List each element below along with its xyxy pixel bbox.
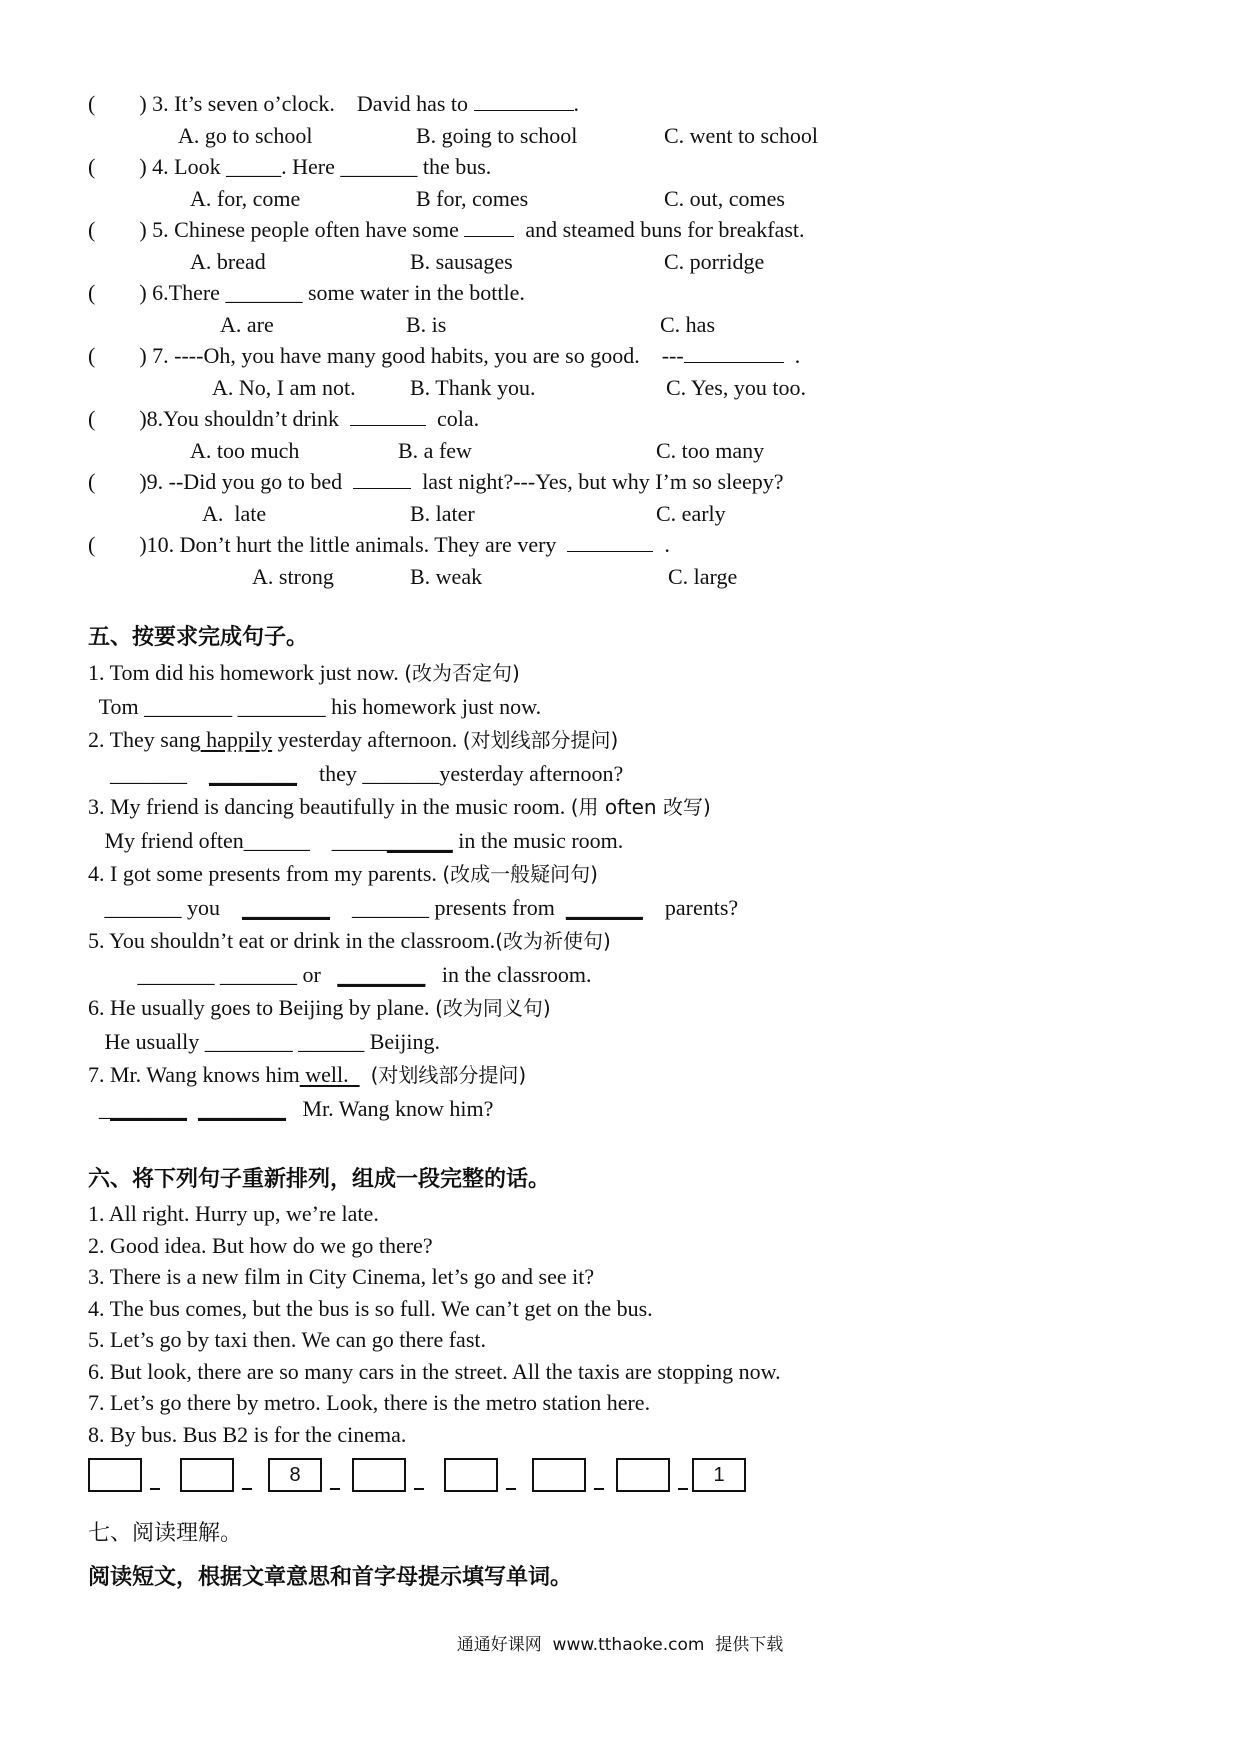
sentence-line: [88, 1092, 1168, 1126]
ordering-sentence: 4. The bus comes, but the bus is so full. We can’t get on the bus.: [88, 1295, 653, 1321]
answer-boxes: [88, 1458, 788, 1492]
sentence-text: _______: [110, 1095, 187, 1121]
question-row: [88, 88, 1168, 120]
option-a: A. late: [202, 500, 267, 526]
sentence-line: [88, 757, 1168, 791]
question-row: [88, 466, 1168, 498]
instruction-text: (对划线部分提问): [370, 1063, 527, 1087]
option-b: B. going to school: [416, 122, 578, 148]
options-row: [88, 498, 1168, 530]
options-row: [88, 246, 1168, 278]
sentence-line: [88, 656, 1168, 690]
option-b: B. is: [406, 311, 447, 337]
sentence-text: _______: [565, 894, 643, 920]
sentence-text: they _______yesterday afternoon?: [297, 760, 624, 786]
sentence-text: _______ you: [88, 894, 242, 920]
instruction-text: (对划线部分提问): [462, 728, 619, 752]
sentence-text: ________: [242, 894, 330, 920]
option-c: C. has: [660, 311, 715, 337]
sentence-line: [88, 958, 1168, 992]
section-7-subtitle: 阅读短文，根据文章意思和首字母提示填写单词。: [88, 1565, 573, 1590]
sentence-text: in the classroom.: [425, 961, 592, 987]
question-text: 10. Don’t hurt the little animals. They are very: [146, 532, 568, 557]
box-separator: [678, 1488, 688, 1490]
instruction-text: (改为否定句): [404, 661, 520, 685]
question-text: 3. It’s seven o’clock. David has to: [146, 91, 474, 116]
sentence-text: in the music room.: [452, 827, 624, 853]
instruction-text: (改为同义句): [435, 996, 551, 1020]
options-row: [88, 309, 1168, 341]
sentence-line: [88, 1058, 1168, 1092]
answer-blank: [353, 468, 411, 489]
sentence-text: happily: [200, 727, 273, 752]
answer-parentheses: ( ): [88, 91, 147, 116]
options-row: [88, 561, 1168, 593]
question-row: [88, 403, 1168, 435]
option-b: B for, comes: [416, 185, 529, 211]
option-b: B. Thank you.: [410, 374, 536, 400]
instruction-text: (用 often 改写): [570, 795, 711, 819]
question-row: [88, 529, 1168, 561]
option-a: A. No, I am not.: [212, 374, 356, 400]
sentence-text: ________: [198, 1095, 286, 1121]
question-text: 9. --Did you go to bed: [146, 469, 354, 494]
sentence-line: [88, 824, 1168, 858]
answer-parentheses: ( ): [88, 154, 147, 179]
option-a: A. go to school: [178, 122, 313, 148]
question-text-tail: cola.: [426, 406, 480, 431]
question-text: 8.You shouldn’t drink: [146, 406, 350, 431]
sentence-text: _: [88, 1095, 110, 1121]
answer-blank: [474, 90, 574, 111]
answer-parentheses: ( ): [88, 280, 147, 305]
question-row: [88, 214, 1168, 246]
box-separator: [506, 1488, 516, 1490]
sentence-text: Tom ________ ________ his homework just now.: [88, 693, 542, 719]
sentence-text: _______ presents from: [330, 894, 566, 920]
sentence-text: yesterday afternoon.: [272, 727, 463, 752]
question-text-tail: last night?---Yes, but why I’m so sleepy?: [411, 469, 784, 494]
ordering-sentence: 5. Let’s go by taxi then. We can go there fast.: [88, 1327, 486, 1352]
sentence-line: [88, 690, 1168, 724]
sentence-text: well.: [299, 1062, 360, 1087]
answer-box: [532, 1458, 586, 1492]
option-c: C. Yes, you too.: [666, 374, 806, 400]
ordering-sentence: 1. All right. Hurry up, we’re late.: [88, 1201, 379, 1226]
option-c: C. too many: [656, 437, 765, 463]
question-text-tail: .: [783, 343, 801, 368]
ordering-sentence: 6. But look, there are so many cars in the street. All the taxis are stopping now.: [88, 1358, 781, 1384]
box-separator: [242, 1488, 252, 1490]
section-7-title: 七、阅读理解。: [88, 1521, 243, 1546]
answer-blank: [464, 216, 514, 237]
sentence-line: [88, 857, 1168, 891]
option-c: C. early: [656, 500, 726, 526]
sentence-text: [187, 1096, 198, 1121]
option-a: A. too much: [190, 437, 300, 463]
options-row: [88, 435, 1168, 467]
option-c: C. porridge: [664, 248, 765, 274]
option-a: A. bread: [190, 248, 266, 274]
box-separator: [150, 1488, 160, 1490]
footer-source: 通通好课网 www.tthaoke.com 提供下载: [456, 1635, 784, 1655]
answer-parentheses: ( ): [88, 217, 147, 242]
box-separator: [594, 1488, 604, 1490]
sentence-text: 4. I got some presents from my parents.: [88, 861, 443, 886]
sentence-text: 6. He usually goes to Beijing by plane.: [88, 995, 436, 1020]
sentence-line: [88, 723, 1168, 757]
answer-box: 8: [268, 1458, 322, 1492]
section-6-title: 六、将下列句子重新排列，组成一段完整的话。: [88, 1167, 551, 1192]
ordering-sentence: 3. There is a new film in City Cinema, let’s go and see it?: [88, 1264, 595, 1289]
sentence-text: ________: [337, 961, 426, 987]
answer-blank: [684, 342, 784, 363]
sentence-transform-section: [88, 656, 1168, 1125]
answer-box: [180, 1458, 234, 1492]
ordering-sentence: 7. Let’s go there by metro. Look, there is the metro station here.: [88, 1390, 651, 1415]
sentence-text: ________: [209, 760, 297, 786]
question-text: 5. Chinese people often have some: [146, 217, 465, 242]
sentence-text: My friend often______ _____: [88, 827, 387, 853]
question-text-tail: .: [573, 91, 580, 116]
sentence-text: He usually ________ ______ Beijing.: [88, 1028, 440, 1054]
sentence-text: ______: [386, 827, 453, 853]
option-a: A. for, come: [190, 185, 301, 211]
ordering-sentence: 8. By bus. Bus B2 is for the cinema.: [88, 1421, 407, 1447]
sentence-line: [88, 1025, 1168, 1059]
option-b: B. sausages: [410, 248, 513, 274]
sentence-text: 5. You shouldn’t eat or drink in the classroom.: [88, 928, 496, 953]
sentence-text: 7. Mr. Wang knows him: [88, 1062, 300, 1087]
question-row: [88, 277, 1168, 309]
sentence-text: parents?: [642, 894, 739, 920]
sentence-line: [88, 891, 1168, 925]
sentence-text: _______ _______ or: [88, 961, 338, 987]
question-text-tail: .: [653, 532, 670, 557]
question-text: 6.There _______ some water in the bottle.: [146, 280, 525, 305]
answer-box: 1: [692, 1458, 746, 1492]
option-a: A. are: [220, 311, 274, 337]
options-row: [88, 183, 1168, 215]
answer-parentheses: ( ): [88, 532, 147, 557]
sentence-line: [88, 790, 1168, 824]
ordering-sentence: 2. Good idea. But how do we go there?: [88, 1232, 433, 1258]
question-row: [88, 340, 1168, 372]
answer-box: [444, 1458, 498, 1492]
option-c: C. large: [668, 563, 738, 589]
option-c: C. went to school: [664, 122, 818, 148]
answer-box: [352, 1458, 406, 1492]
answer-parentheses: ( ): [88, 343, 147, 368]
answer-box: [88, 1458, 142, 1492]
options-row: [88, 372, 1168, 404]
answer-parentheses: ( ): [88, 469, 147, 494]
sentence-text: 2. They sang: [88, 727, 201, 752]
question-text: 7. ----Oh, you have many good habits, you are so good. ---: [146, 343, 684, 368]
instruction-text: (改成一般疑问句): [442, 862, 598, 886]
sentence-text: [360, 1062, 371, 1087]
box-separator: [330, 1488, 340, 1490]
section-5-title: 五、按要求完成句子。: [88, 625, 309, 650]
box-separator: [414, 1488, 424, 1490]
answer-blank: [567, 531, 653, 552]
sentence-line: [88, 924, 1168, 958]
option-a: A. strong: [252, 563, 334, 589]
option-c: C. out, comes: [664, 185, 785, 211]
sentence-text: Mr. Wang know him?: [286, 1095, 494, 1121]
answer-blank: [350, 405, 426, 426]
options-row: [88, 120, 1168, 152]
instruction-text: (改为祈使句): [495, 929, 611, 953]
option-b: B. weak: [410, 563, 483, 589]
sentence-order-section: [88, 1198, 1168, 1450]
question-text: 4. Look _____. Here _______ the bus.: [146, 154, 492, 179]
sentence-text: 1. Tom did his homework just now.: [88, 660, 405, 685]
sentence-line: [88, 991, 1168, 1025]
sentence-text: _______: [88, 760, 209, 786]
multiple-choice-section: [88, 88, 1168, 592]
answer-parentheses: ( ): [88, 406, 147, 431]
option-b: B. later: [410, 500, 475, 526]
question-row: [88, 151, 1168, 183]
sentence-text: 3. My friend is dancing beautifully in the music room.: [88, 794, 571, 819]
option-b: B. a few: [398, 437, 472, 463]
question-text-tail: and steamed buns for breakfast.: [514, 217, 805, 242]
answer-box: [616, 1458, 670, 1492]
